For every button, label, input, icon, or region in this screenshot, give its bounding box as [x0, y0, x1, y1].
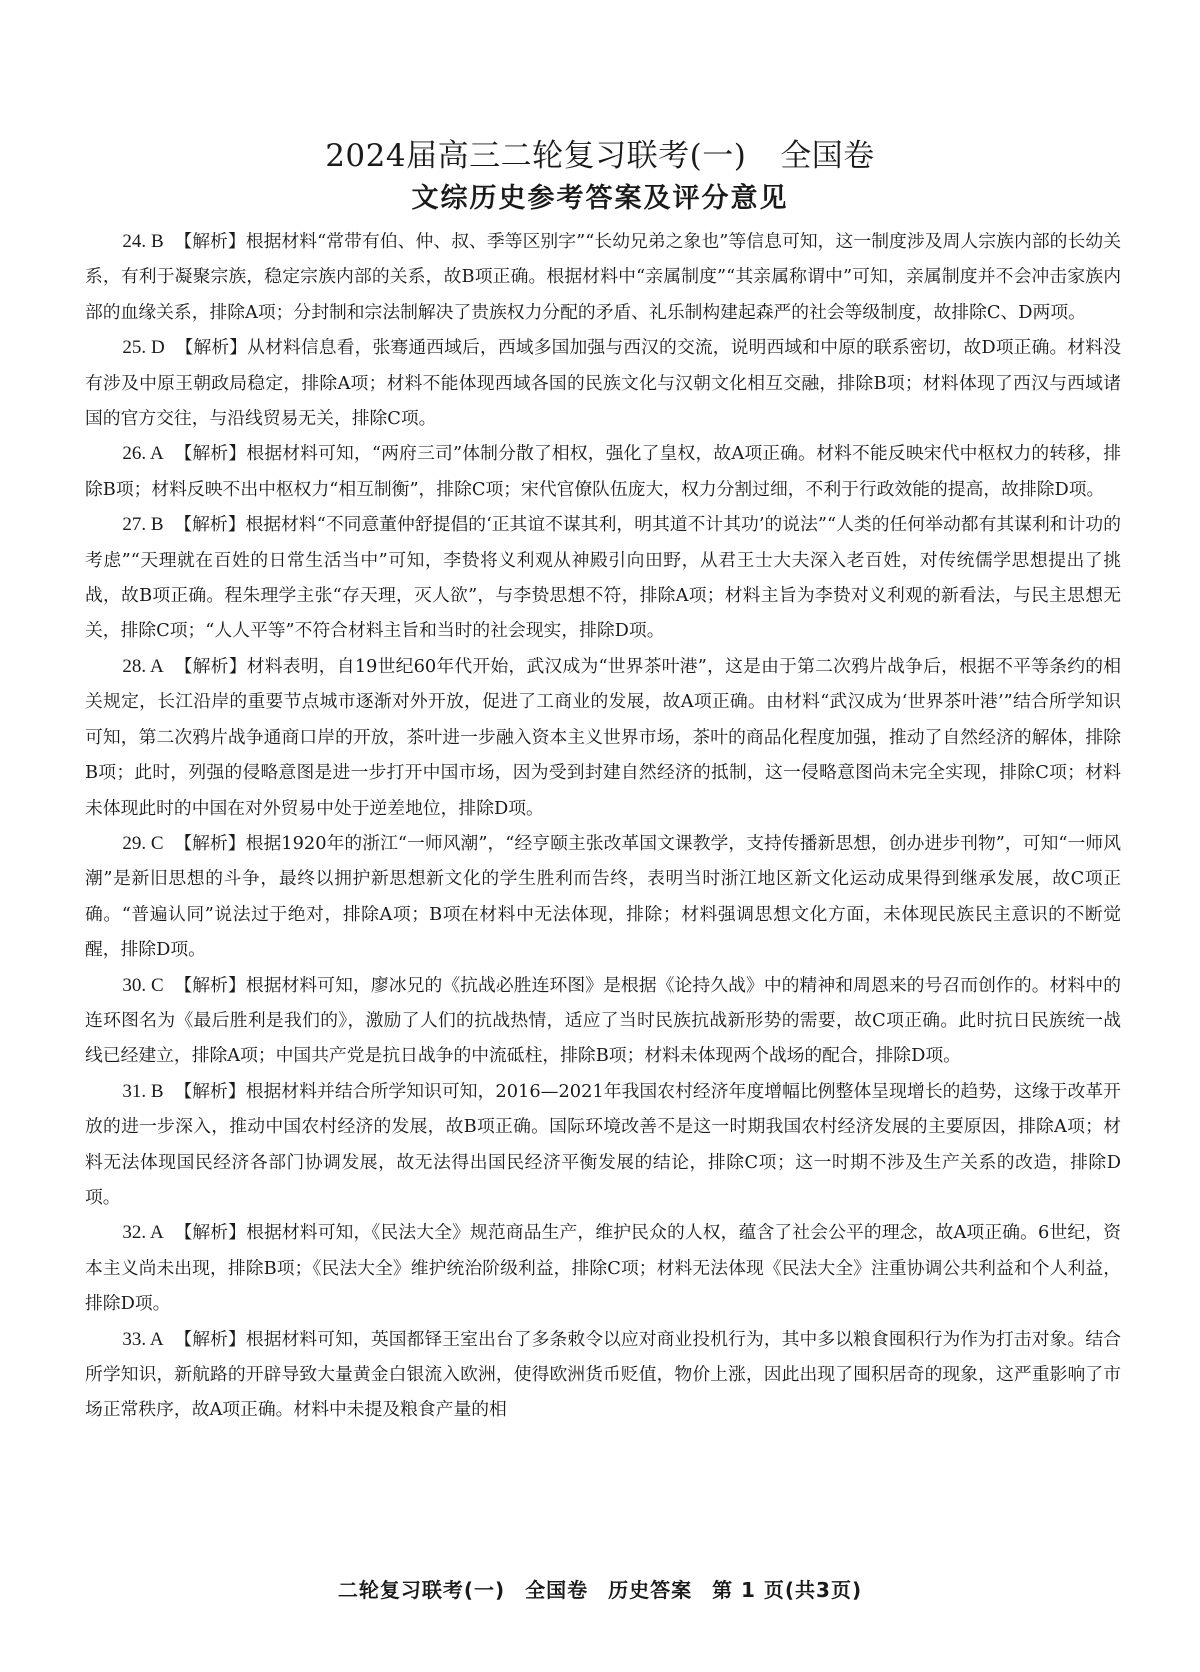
answer-text: 根据材料并结合所学知识可知，2016—2021年我国农村经济年度增幅比例整体呈现增长的趋势，这缘于改革开放的进一步深入，推动中国农村经济的发展，故B项正确。国际环境改善不是这一时期我国农村经济发展的主要原因，排除A项；材料无法体现国民经济各部门协调发展，故无法得出国民经济平衡发展的结论，排除C项；这一时期不涉及生产关系的改造，排除D项。	[85, 1080, 1121, 1208]
analysis-label: 【解析】	[174, 231, 246, 252]
answer-item	[85, 968, 1121, 1074]
analysis-label: 【解析】	[175, 337, 248, 359]
answer-number: 28. A	[122, 655, 164, 677]
page-title	[0, 136, 1200, 176]
analysis-label: 【解析】	[174, 974, 246, 996]
answer-list	[85, 224, 1121, 1428]
answer-item	[85, 507, 1121, 649]
footer-scope: 全国卷	[525, 1578, 589, 1602]
answer-text: 根据材料可知，英国都铎王室出台了多条敕令以应对商业投机行为，其中多以粮食囤积行为作为打击对象。结合所学知识，新航路的开辟导致大量黄金白银流入欧洲，使得欧洲货币贬值，物价上涨，因此出现了囤积居奇的现象，这严重影响了市场正常秩序，故A项正确。材料中未提及粮食产量的相	[85, 1328, 1121, 1421]
analysis-label: 【解析】	[174, 1328, 246, 1350]
answer-number: 32. A	[122, 1222, 164, 1244]
answer-item	[85, 1074, 1121, 1216]
answer-text: 根据材料可知，《民法大全》规范商品生产，维护民众的人权，蕴含了社会公平的理念，故A项正确。6世纪，资本主义尚未出现，排除B项；《民法大全》维护统治阶级利益，排除C项；材料无法体现《民法大全》注重协调公共利益和个人利益，排除D项。	[85, 1222, 1121, 1315]
analysis-label: 【解析】	[174, 514, 246, 536]
answer-number: 27. B	[122, 514, 164, 536]
footer-doc: 历史答案	[608, 1578, 693, 1602]
answer-text: 根据材料“常带有伯、仲、叔、季等区别字”“长幼兄弟之象也”等信息可知，这一制度涉及周人宗族内部的长幼关系，有利于凝聚宗族，稳定宗族内部的关系，故B项正确。根据材料中“亲属制度”“其亲属称谓中”可知，亲属制度并不会冲击家族内部的血缘关系，排除A项；分封制和宗法制解决了贵族权力分配的矛盾、礼乐制构建起森严的社会等级制度，故排除C、D两项。	[85, 231, 1121, 323]
title-main: 2024届高三二轮复习联考(一)	[325, 138, 747, 174]
answer-number: 26. A	[122, 443, 164, 465]
analysis-label: 【解析】	[174, 443, 247, 465]
answer-item	[85, 224, 1121, 330]
answer-text: 材料表明，自19世纪60年代开始，武汉成为“世界茶叶港”，这是由于第二次鸦片战争后，根据不平等条约的相关规定，长江沿岸的重要节点城市逐渐对外开放，促进了工商业的发展，故A项正确。由材料“武汉成为‘世界茶叶港’”结合所学知识可知，第二次鸦片战争通商口岸的开放，茶叶进一步融入资本主义世界市场，茶叶的商品化程度加强，推动了自然经济的解体，排除B项；此时，列强的侵略意图是进一步打开中国市场，因为受到封建自然经济的抵制，这一侵略意图尚未完全实现，排除C项；材料未体现此时的中国在对外贸易中处于逆差地位，排除D项。	[85, 655, 1121, 819]
footer-series: 二轮复习联考(一)	[337, 1578, 506, 1602]
analysis-label: 【解析】	[174, 655, 247, 677]
answer-item	[85, 1322, 1121, 1428]
answer-item	[85, 649, 1121, 826]
answer-item	[85, 330, 1121, 436]
page-footer	[0, 1574, 1200, 1603]
analysis-label: 【解析】	[174, 1222, 247, 1244]
title-scope: 全国卷	[780, 138, 875, 174]
answer-text: 从材料信息看，张骞通西域后，西域多国加强与西汉的交流，说明西域和中原的联系密切，故D项正确。材料没有涉及中原王朝政局稳定，排除A项；材料不能体现西域各国的民族文化与汉朝文化相互交融，排除B项；材料体现了西汉与西域诸国的官方交往，与沿线贸易无关，排除C项。	[85, 337, 1121, 430]
answer-number: 30. C	[122, 974, 164, 996]
analysis-label: 【解析】	[174, 1080, 246, 1102]
answer-number: 25. D	[122, 337, 165, 359]
answer-text: 根据1920年的浙江“一师风潮”，“经亨颐主张改革国文课教学，支持传播新思想，创办进步刊物”，可知“一师风潮”是新旧思想的斗争，最终以拥护新思想新文化的学生胜利而告终，表明当时浙江地区新文化运动成果得到继承发展，故C项正确。“普遍认同”说法过于绝对，排除A项；B项在材料中无法体现，排除；材料强调思想文化方面，未体现民族民主意识的不断觉醒，排除D项。	[85, 832, 1121, 961]
answer-number: 33. A	[122, 1328, 164, 1350]
answer-item	[85, 1215, 1121, 1321]
page-subtitle: 文综历史参考答案及评分意见	[411, 183, 789, 214]
answer-text: 根据材料“不同意董仲舒提倡的‘正其谊不谋其利，明其道不计其功’的说法”“人类的任何举动都有其谋利和计功的考虑”“天理就在百姓的日常生活当中”可知，李贽将义利观从神殿引向田野，从君王士大夫深入老百姓，对传统儒学思想提出了挑战，故B项正确。程朱理学主张“存天理，灭人欲”，与李贽思想不符，排除A项；材料主旨为李贽对义利观的新看法，与民主思想无关，排除C项；“人人平等”不符合材料主旨和当时的社会现实，排除D项。	[85, 514, 1121, 642]
answer-number: 24. B	[122, 231, 164, 252]
answer-item	[85, 826, 1121, 968]
footer-page-number: 第 1 页(共3页)	[712, 1578, 863, 1602]
answer-number: 29. C	[122, 832, 164, 854]
answer-text: 根据材料可知，“两府三司”体制分散了相权，强化了皇权，故A项正确。材料不能反映宋代中枢权力的转移，排除B项；材料反映不出中枢权力“相互制衡”，排除C项；宋代官僚队伍庞大，权力分割过细，不利于行政效能的提高，故排除D项。	[85, 443, 1121, 500]
analysis-label: 【解析】	[174, 832, 246, 854]
answer-text: 根据材料可知，廖冰兄的《抗战必胜连环图》是根据《论持久战》中的精神和周恩来的号召而创作的。材料中的连环图名为《最后胜利是我们的》，激励了人们的抗战热情，适应了当时民族抗战新形势的需要，故C项正确。此时抗日民族统一战线已经建立，排除A项；中国共产党是抗日战争的中流砥柱，排除B项；材料未体现两个战场的配合，排除D项。	[85, 974, 1121, 1067]
answer-item	[85, 436, 1121, 507]
answer-number: 31. B	[122, 1080, 164, 1102]
